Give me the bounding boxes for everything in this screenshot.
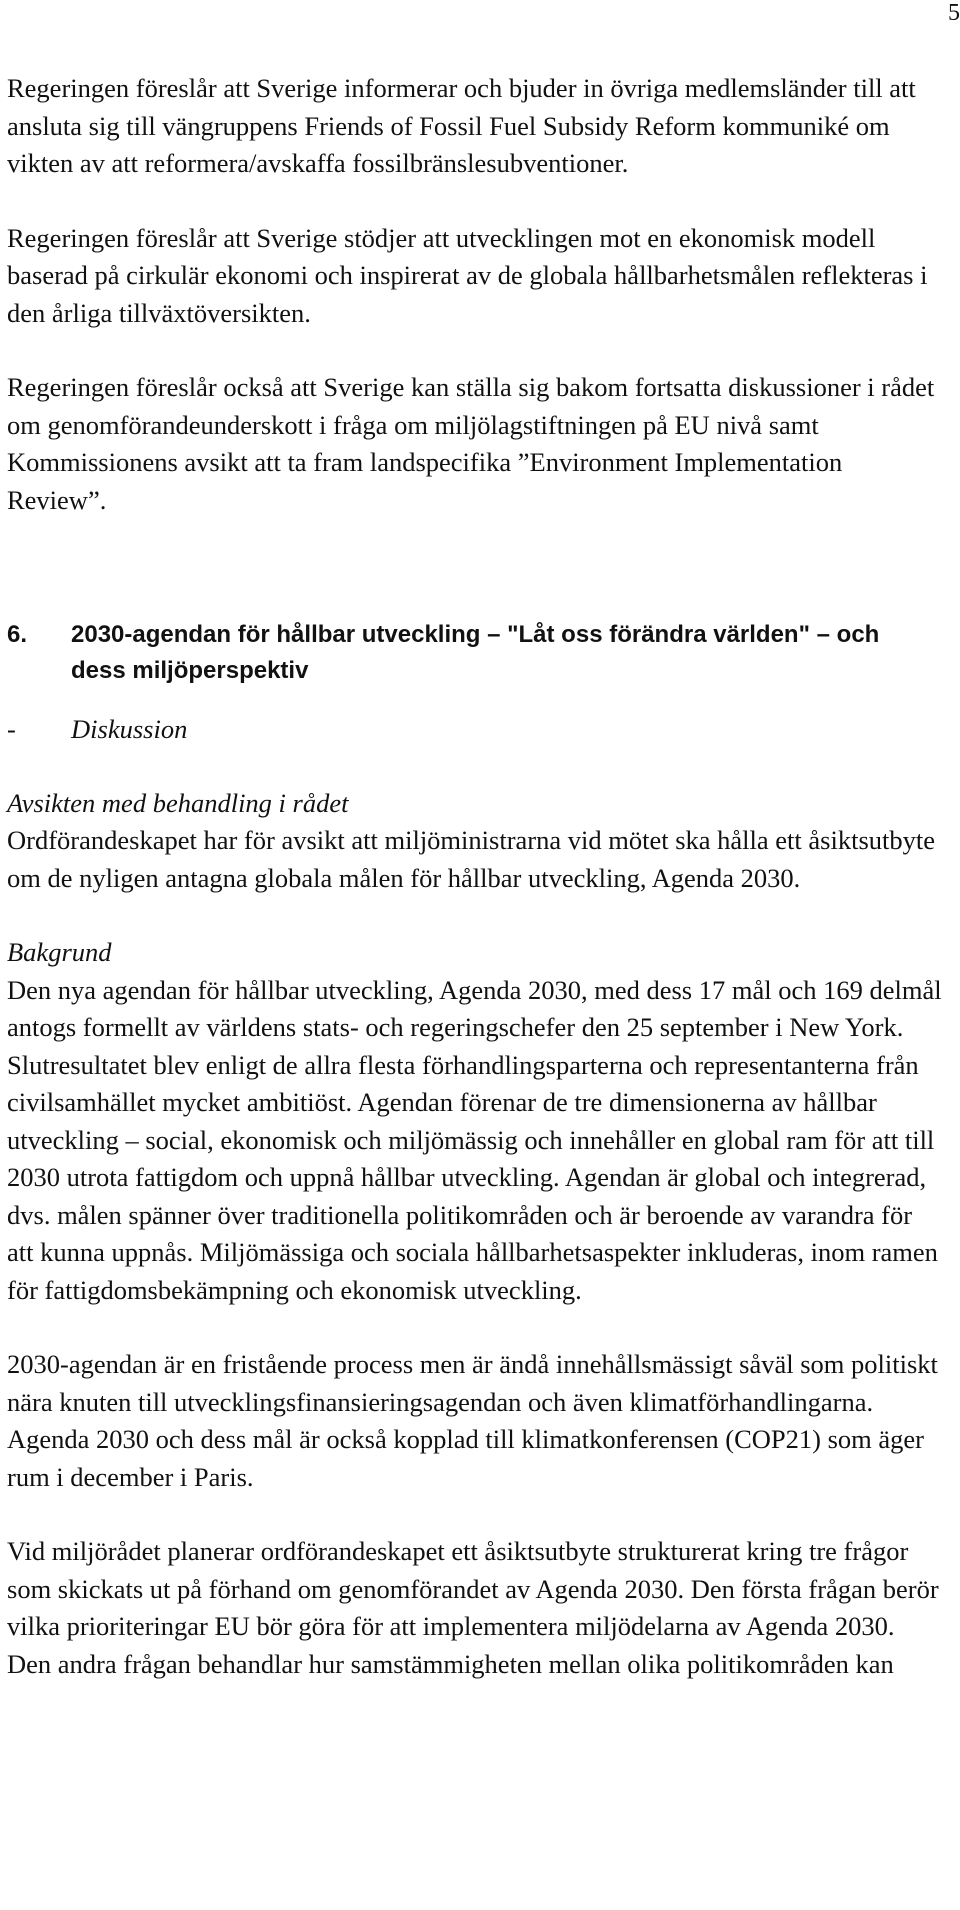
intro-paragraph-1: Regeringen föreslår att Sverige informerar och bjuder in övriga medlemsländer till att ansluta sig till vängruppens Friends of Fossil Fuel Subsidy Reform kommuniké om vikten av att reformera/avskaffa fossilbränslesubventioner.	[7, 73, 916, 178]
page-number: 5	[948, 0, 960, 26]
background-heading: Bakgrund	[7, 937, 112, 967]
discussion-line	[7, 711, 943, 749]
section-title: 2030-agendan för hållbar utveckling – "Låt oss förändra världen" – och dess miljöperspektiv	[71, 621, 880, 684]
background-paragraph-2: 2030-agendan är en fristående process men är ändå innehållsmässigt såväl som politiskt nära knuten till utvecklingsfinansieringsagendan och även klimatförhandlingarna. Agenda 2030 och dess mål är också kopplad till klimatkonferensen (COP21) som äger rum i december i Paris.	[7, 1349, 938, 1492]
intro-paragraph-2: Regeringen föreslår att Sverige stödjer att utvecklingen mot en ekonomisk modell baserad på cirkulär ekonomi och inspirerat av de globala hållbarhetsmålen reflekteras i den årliga tillväxtöversikten.	[7, 222, 928, 328]
section-heading	[7, 617, 931, 689]
purpose-heading: Avsikten med behandling i rådet	[7, 787, 349, 818]
purpose-text: Ordförandeskapet har för avsikt att miljöministrarna vid mötet ska hålla ett åsiktsutbyte om de nyligen antagna globala målen för hållbar utveckling, Agenda 2030.	[7, 825, 935, 893]
section-number: 6.	[7, 621, 28, 648]
intro-paragraph-3: Regeringen föreslår också att Sverige kan ställa sig bakom fortsatta diskussioner i rådet om genomförandeunderskott i fråga om miljölagstiftningen på EU nivå samt Kommissionens avsikt att ta fram landspecifika ”Environment Implementation Review”.	[7, 372, 935, 515]
document-body	[7, 70, 943, 1683]
discussion-label: Diskussion	[71, 714, 188, 744]
background-paragraph-3: Vid miljörådet planerar ordförandeskapet ett åsiktsutbyte strukturerat kring tre frågor som skickats ut på förhand om genomförandet av Agenda 2030. Den första frågan berör vilka prioriteringar EU bör göra för att implementera miljödelarna av Agenda 2030. Den andra frågan behandlar hur samstämmigheten mellan olika politikområden kan	[7, 1536, 939, 1679]
discussion-dash: -	[7, 714, 16, 744]
background-paragraph-1: Den nya agendan för hållbar utveckling, Agenda 2030, med dess 17 mål och 169 delmål antogs formellt av världens stats- och regeringschefer den 25 september i New York. Slutresultatet blev enligt de allra flesta förhandlingsparterna och representanterna från civilsamhället mycket ambitiöst. Agendan förenar de tre dimensionerna av hållbar utveckling – social, ekonomisk och miljömässig och innehåller en global ram för att till 2030 utrota fattigdom och uppnå hållbar utveckling. Agendan är global och integrerad, dvs. målen spänner över traditionella politikområden och är beroende av varandra för att kunna uppnås. Miljömässiga och sociala hållbarhetsaspekter inkluderas, inom ramen för fattigdomsbekämpning och ekonomisk utveckling.	[7, 974, 942, 1305]
